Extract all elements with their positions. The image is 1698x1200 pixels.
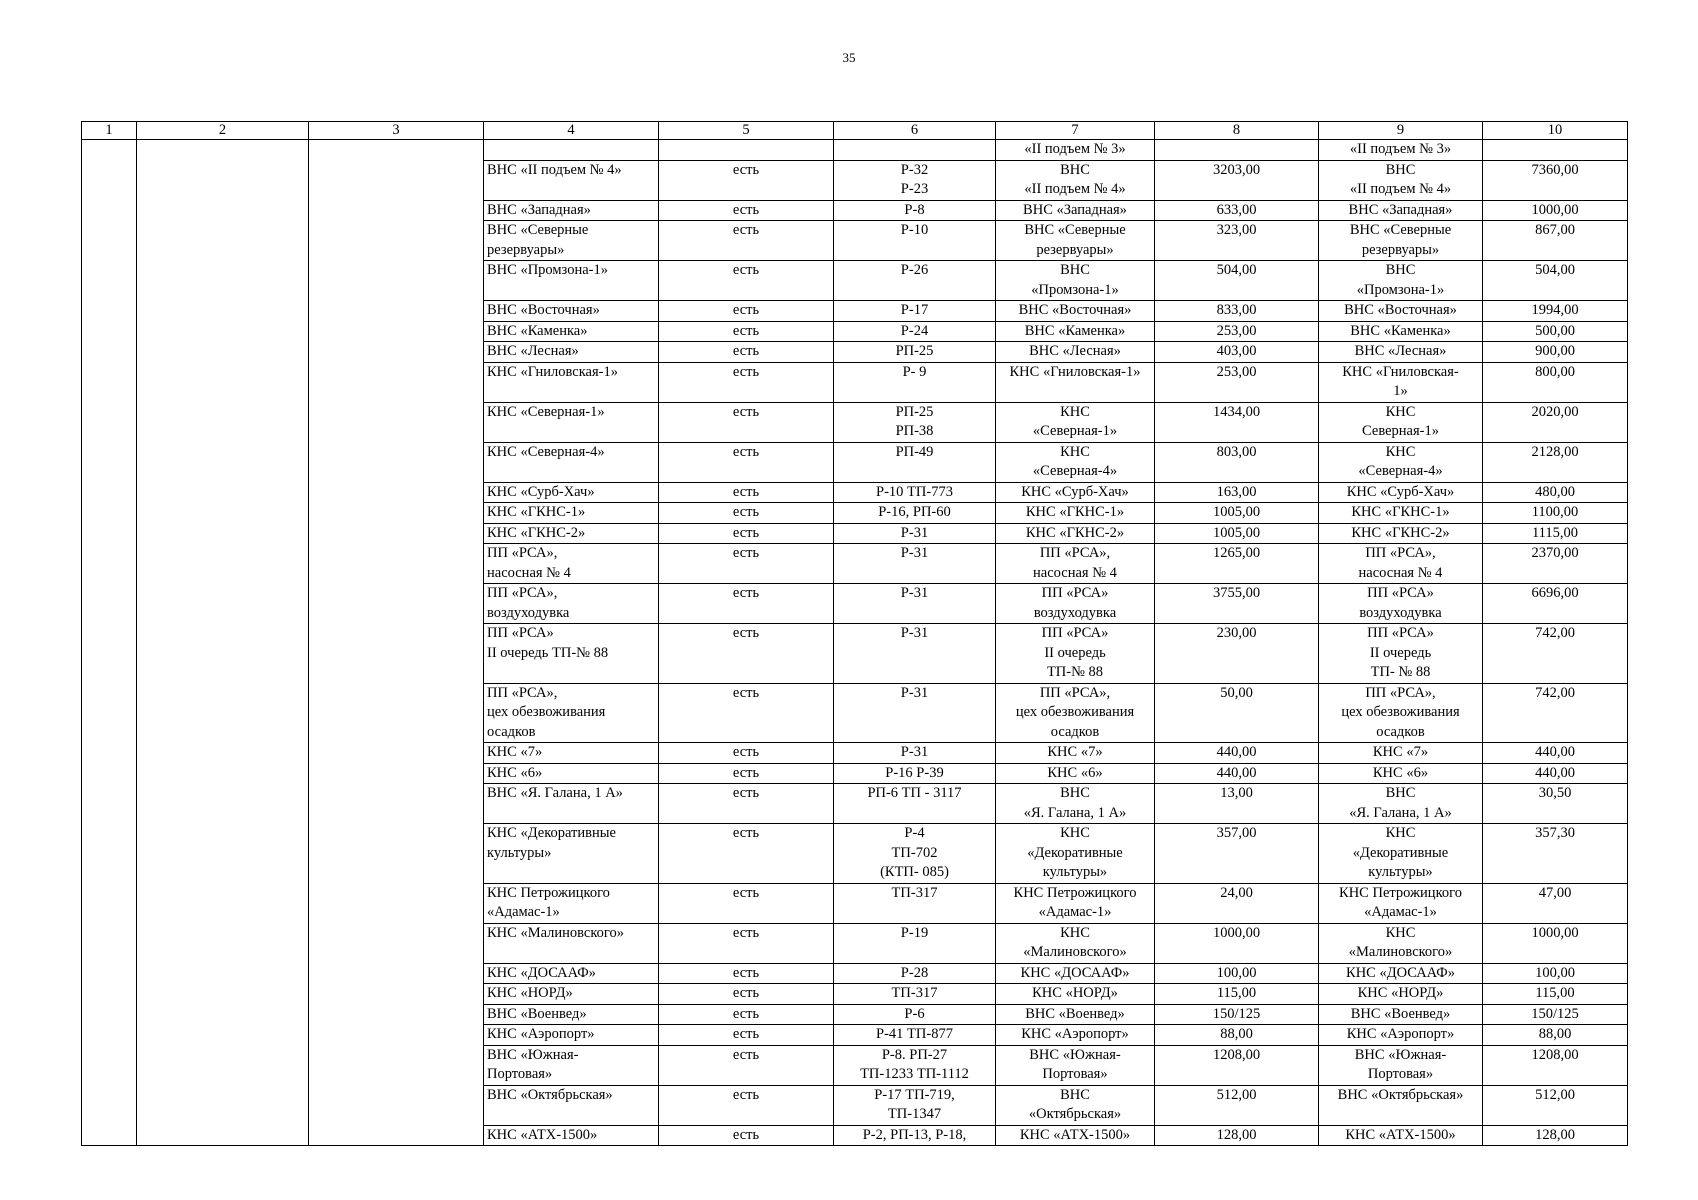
cell-col-6: ТП-317 xyxy=(834,883,996,923)
cell-col-4: КНС «АТХ-1500» xyxy=(484,1125,659,1146)
cell-col-7: ПП «РСА», насосная № 4 xyxy=(996,544,1155,584)
cell-col-10: 800,00 xyxy=(1483,362,1628,402)
cell-col-8: 1005,00 xyxy=(1155,523,1319,544)
cell-col-7: ПП «РСА» воздуходувка xyxy=(996,584,1155,624)
cell-col-10 xyxy=(1483,140,1628,161)
cell-col-10: 88,00 xyxy=(1483,1025,1628,1046)
cell-col-9: ВНС «Северные резервуары» xyxy=(1319,221,1483,261)
cell-col-9: ПП «РСА», насосная № 4 xyxy=(1319,544,1483,584)
cell-col-5: есть xyxy=(659,160,834,200)
cell-col-8: 3755,00 xyxy=(1155,584,1319,624)
cell-col-4: ВНС «Южная- Портовая» xyxy=(484,1045,659,1085)
cell-col-5: есть xyxy=(659,362,834,402)
cell-col-10: 150/125 xyxy=(1483,1004,1628,1025)
cell-col-10: 115,00 xyxy=(1483,984,1628,1005)
cell-col-9: КНС «Северная-4» xyxy=(1319,442,1483,482)
cell-col-10: 2020,00 xyxy=(1483,402,1628,442)
cell-col-6: Р-31 xyxy=(834,683,996,743)
cell-col-6: Р-10 ТП-773 xyxy=(834,482,996,503)
cell-col-8: 100,00 xyxy=(1155,963,1319,984)
cell-col-9: КНС «7» xyxy=(1319,743,1483,764)
cell-col-8: 633,00 xyxy=(1155,200,1319,221)
cell-col-6: Р-31 xyxy=(834,523,996,544)
cell-col-8: 1000,00 xyxy=(1155,923,1319,963)
cell-col-5: есть xyxy=(659,1125,834,1146)
cell-col-5: есть xyxy=(659,584,834,624)
cell-col-10: 1994,00 xyxy=(1483,301,1628,322)
cell-col-9: КНС «Сурб-Хач» xyxy=(1319,482,1483,503)
cell-col-4: КНС «НОРД» xyxy=(484,984,659,1005)
cell-col-10: 1100,00 xyxy=(1483,503,1628,524)
cell-col-10: 47,00 xyxy=(1483,883,1628,923)
cell-col-8: 1434,00 xyxy=(1155,402,1319,442)
header-cell-9: 9 xyxy=(1319,122,1483,140)
cell-col-5: есть xyxy=(659,342,834,363)
cell-col-10: 100,00 xyxy=(1483,963,1628,984)
cell-col-6: Р-2, РП-13, Р-18, xyxy=(834,1125,996,1146)
cell-col-6: Р-17 ТП-719, ТП-1347 xyxy=(834,1085,996,1125)
cell-col-10: 128,00 xyxy=(1483,1125,1628,1146)
cell-col-6: РП-25 РП-38 xyxy=(834,402,996,442)
cell-col-6: Р-32 Р-23 xyxy=(834,160,996,200)
cell-col-8: 403,00 xyxy=(1155,342,1319,363)
cell-col-4: КНС «Аэропорт» xyxy=(484,1025,659,1046)
cell-col-6: Р-24 xyxy=(834,321,996,342)
table-body xyxy=(82,122,1628,1146)
cell-col-7: ВНС «Восточная» xyxy=(996,301,1155,322)
header-cell-3: 3 xyxy=(309,122,484,140)
cell-col-4: КНС «7» xyxy=(484,743,659,764)
cell-col-7: КНС «Малиновского» xyxy=(996,923,1155,963)
cell-col-4: ВНС «Западная» xyxy=(484,200,659,221)
cell-col-7: КНС «Северная-1» xyxy=(996,402,1155,442)
cell-col-10: 6696,00 xyxy=(1483,584,1628,624)
cell-col-10: 742,00 xyxy=(1483,624,1628,684)
cell-col-6: Р-31 xyxy=(834,544,996,584)
cell-col-4: ПП «РСА», насосная № 4 xyxy=(484,544,659,584)
cell-col-9: КНС «Гниловская- 1» xyxy=(1319,362,1483,402)
cell-col-6: ТП-317 xyxy=(834,984,996,1005)
cell-col-7: ПП «РСА» II очередь ТП-№ 88 xyxy=(996,624,1155,684)
cell-col-7: КНС «ГКНС-1» xyxy=(996,503,1155,524)
cell-col-9: КНС «ГКНС-1» xyxy=(1319,503,1483,524)
cell-col-10: 500,00 xyxy=(1483,321,1628,342)
cell-col-6: Р-17 xyxy=(834,301,996,322)
cell-col-8: 115,00 xyxy=(1155,984,1319,1005)
cell-col-5 xyxy=(659,140,834,161)
cell-col-5: есть xyxy=(659,784,834,824)
cell-col-4: ПП «РСА» II очередь ТП-№ 88 xyxy=(484,624,659,684)
cell-col-7: ВНС «Лесная» xyxy=(996,342,1155,363)
cell-col-8: 833,00 xyxy=(1155,301,1319,322)
cell-col-4 xyxy=(484,140,659,161)
cell-col-7: ВНС «Южная- Портовая» xyxy=(996,1045,1155,1085)
cell-col-10: 357,30 xyxy=(1483,824,1628,884)
cell-col-9: ВНС «Западная» xyxy=(1319,200,1483,221)
cell-col-5: есть xyxy=(659,743,834,764)
cell-col-5: есть xyxy=(659,221,834,261)
cell-col-9: КНС «Аэропорт» xyxy=(1319,1025,1483,1046)
cell-col-7: ВНС «Октябрьская» xyxy=(996,1085,1155,1125)
cell-col-4: КНС «Гниловская-1» xyxy=(484,362,659,402)
cell-col-4: КНС «Сурб-Хач» xyxy=(484,482,659,503)
cell-col-6: РП-25 xyxy=(834,342,996,363)
cell-col-8: 150/125 xyxy=(1155,1004,1319,1025)
cell-col-9: КНС Северная-1» xyxy=(1319,402,1483,442)
cell-col-9: ВНС «Восточная» xyxy=(1319,301,1483,322)
cell-col-9: КНС «НОРД» xyxy=(1319,984,1483,1005)
cell-col-8: 504,00 xyxy=(1155,261,1319,301)
cell-col-9: ПП «РСА» II очередь ТП- № 88 xyxy=(1319,624,1483,684)
cell-col-5: есть xyxy=(659,824,834,884)
cell-col-9: ВНС «Военвед» xyxy=(1319,1004,1483,1025)
cell-col-9: КНС «6» xyxy=(1319,763,1483,784)
cell-col-9: ПП «РСА» воздуходувка xyxy=(1319,584,1483,624)
cell-col-4: КНС «ГКНС-2» xyxy=(484,523,659,544)
cell-col-7: ВНС «Военвед» xyxy=(996,1004,1155,1025)
cell-col-9: ПП «РСА», цех обезвоживания осадков xyxy=(1319,683,1483,743)
cell-col-8: 1208,00 xyxy=(1155,1045,1319,1085)
cell-col-7: КНС «Сурб-Хач» xyxy=(996,482,1155,503)
cell-col-4: ПП «РСА», цех обезвоживания осадков xyxy=(484,683,659,743)
cell-col-10: 742,00 xyxy=(1483,683,1628,743)
cell-col-6: Р-41 ТП-877 xyxy=(834,1025,996,1046)
cell-col-6: Р-8. РП-27 ТП-1233 ТП-1112 xyxy=(834,1045,996,1085)
cell-col-10: 2370,00 xyxy=(1483,544,1628,584)
cell-col-5: есть xyxy=(659,321,834,342)
cell-col-8: 440,00 xyxy=(1155,743,1319,764)
header-cell-2: 2 xyxy=(137,122,309,140)
cell-col-4: ВНС «II подъем № 4» xyxy=(484,160,659,200)
header-cell-7: 7 xyxy=(996,122,1155,140)
cell-col-6 xyxy=(834,140,996,161)
cell-col-8 xyxy=(1155,140,1319,161)
cell-col-7: КНС «ДОСААФ» xyxy=(996,963,1155,984)
cell-col-4: ВНС «Северные резервуары» xyxy=(484,221,659,261)
cell-col-9: КНС Петрожицкого «Адамас-1» xyxy=(1319,883,1483,923)
cell-col-9: ВНС «Октябрьская» xyxy=(1319,1085,1483,1125)
cell-col-5: есть xyxy=(659,544,834,584)
cell-col-6: Р-4 ТП-702 (КТП- 085) xyxy=(834,824,996,884)
col-1-merged-cell xyxy=(82,140,137,1146)
cell-col-5: есть xyxy=(659,923,834,963)
cell-col-8: 50,00 xyxy=(1155,683,1319,743)
cell-col-9: «II подъем № 3» xyxy=(1319,140,1483,161)
cell-col-10: 1000,00 xyxy=(1483,923,1628,963)
cell-col-9: КНС «ГКНС-2» xyxy=(1319,523,1483,544)
cell-col-6: Р-26 xyxy=(834,261,996,301)
cell-col-10: 480,00 xyxy=(1483,482,1628,503)
cell-col-6: Р-19 xyxy=(834,923,996,963)
cell-col-8: 13,00 xyxy=(1155,784,1319,824)
cell-col-6: Р-16, РП-60 xyxy=(834,503,996,524)
cell-col-9: ВНС «Лесная» xyxy=(1319,342,1483,363)
cell-col-10: 7360,00 xyxy=(1483,160,1628,200)
cell-col-4: ВНС «Военвед» xyxy=(484,1004,659,1025)
cell-col-7: ВНС «Каменка» xyxy=(996,321,1155,342)
cell-col-6: Р-31 xyxy=(834,624,996,684)
cell-col-6: Р-16 Р-39 xyxy=(834,763,996,784)
cell-col-7: ВНС «Я. Галана, 1 А» xyxy=(996,784,1155,824)
cell-col-8: 128,00 xyxy=(1155,1125,1319,1146)
cell-col-6: Р-28 xyxy=(834,963,996,984)
cell-col-6: РП-49 xyxy=(834,442,996,482)
data-table xyxy=(81,121,1628,1146)
cell-col-10: 1000,00 xyxy=(1483,200,1628,221)
header-cell-4: 4 xyxy=(484,122,659,140)
cell-col-5: есть xyxy=(659,963,834,984)
cell-col-4: КНС Петрожицкого «Адамас-1» xyxy=(484,883,659,923)
cell-col-6: Р-31 xyxy=(834,743,996,764)
cell-col-7: ВНС «II подъем № 4» xyxy=(996,160,1155,200)
col-2-merged-cell xyxy=(137,140,309,1146)
header-cell-5: 5 xyxy=(659,122,834,140)
header-cell-6: 6 xyxy=(834,122,996,140)
cell-col-9: КНС «Малиновского» xyxy=(1319,923,1483,963)
cell-col-5: есть xyxy=(659,200,834,221)
cell-col-7: ВНС «Западная» xyxy=(996,200,1155,221)
cell-col-8: 230,00 xyxy=(1155,624,1319,684)
cell-col-7: КНС «Аэропорт» xyxy=(996,1025,1155,1046)
cell-col-8: 1005,00 xyxy=(1155,503,1319,524)
cell-col-8: 3203,00 xyxy=(1155,160,1319,200)
cell-col-7: «II подъем № 3» xyxy=(996,140,1155,161)
cell-col-5: есть xyxy=(659,763,834,784)
cell-col-4: КНС «ГКНС-1» xyxy=(484,503,659,524)
cell-col-5: есть xyxy=(659,261,834,301)
cell-col-9: КНС «Декоративные культуры» xyxy=(1319,824,1483,884)
cell-col-4: ВНС «Я. Галана, 1 А» xyxy=(484,784,659,824)
cell-col-4: КНС «Северная-1» xyxy=(484,402,659,442)
cell-col-10: 440,00 xyxy=(1483,743,1628,764)
cell-col-10: 1115,00 xyxy=(1483,523,1628,544)
cell-col-4: ВНС «Восточная» xyxy=(484,301,659,322)
col-3-merged-cell xyxy=(309,140,484,1146)
cell-col-9: ВНС «Я. Галана, 1 А» xyxy=(1319,784,1483,824)
cell-col-5: есть xyxy=(659,1045,834,1085)
page-number: 35 xyxy=(842,50,856,65)
cell-col-6: Р-8 xyxy=(834,200,996,221)
cell-col-10: 512,00 xyxy=(1483,1085,1628,1125)
cell-col-5: есть xyxy=(659,1004,834,1025)
cell-col-4: ВНС «Промзона-1» xyxy=(484,261,659,301)
cell-col-7: КНС «7» xyxy=(996,743,1155,764)
cell-col-7: КНС «Северная-4» xyxy=(996,442,1155,482)
cell-col-10: 867,00 xyxy=(1483,221,1628,261)
cell-col-9: ВНС «Южная- Портовая» xyxy=(1319,1045,1483,1085)
cell-col-7: КНС «НОРД» xyxy=(996,984,1155,1005)
cell-col-4: ВНС «Каменка» xyxy=(484,321,659,342)
cell-col-7: ПП «РСА», цех обезвоживания осадков xyxy=(996,683,1155,743)
header-cell-10: 10 xyxy=(1483,122,1628,140)
cell-col-7: КНС «Гниловская-1» xyxy=(996,362,1155,402)
cell-col-10: 2128,00 xyxy=(1483,442,1628,482)
cell-col-4: КНС «Северная-4» xyxy=(484,442,659,482)
cell-col-5: есть xyxy=(659,984,834,1005)
cell-col-4: КНС «Малиновского» xyxy=(484,923,659,963)
cell-col-7: КНС Петрожицкого «Адамас-1» xyxy=(996,883,1155,923)
cell-col-9: КНС «ДОСААФ» xyxy=(1319,963,1483,984)
cell-col-5: есть xyxy=(659,883,834,923)
cell-col-8: 803,00 xyxy=(1155,442,1319,482)
cell-col-8: 253,00 xyxy=(1155,362,1319,402)
cell-col-10: 900,00 xyxy=(1483,342,1628,363)
cell-col-8: 357,00 xyxy=(1155,824,1319,884)
cell-col-8: 512,00 xyxy=(1155,1085,1319,1125)
cell-col-10: 504,00 xyxy=(1483,261,1628,301)
cell-col-5: есть xyxy=(659,1025,834,1046)
cell-col-5: есть xyxy=(659,683,834,743)
cell-col-5: есть xyxy=(659,624,834,684)
cell-col-4: ПП «РСА», воздуходувка xyxy=(484,584,659,624)
cell-col-8: 440,00 xyxy=(1155,763,1319,784)
cell-col-4: КНС «ДОСААФ» xyxy=(484,963,659,984)
cell-col-7: КНС «Декоративные культуры» xyxy=(996,824,1155,884)
cell-col-8: 253,00 xyxy=(1155,321,1319,342)
cell-col-8: 1265,00 xyxy=(1155,544,1319,584)
cell-col-4: ВНС «Лесная» xyxy=(484,342,659,363)
cell-col-5: есть xyxy=(659,503,834,524)
cell-col-10: 30,50 xyxy=(1483,784,1628,824)
cell-col-9: ВНС «II подъем № 4» xyxy=(1319,160,1483,200)
cell-col-9: ВНС «Каменка» xyxy=(1319,321,1483,342)
cell-col-10: 440,00 xyxy=(1483,763,1628,784)
cell-col-8: 163,00 xyxy=(1155,482,1319,503)
cell-col-7: ВНС «Промзона-1» xyxy=(996,261,1155,301)
cell-col-8: 323,00 xyxy=(1155,221,1319,261)
cell-col-9: КНС «АТХ-1500» xyxy=(1319,1125,1483,1146)
cell-col-8: 88,00 xyxy=(1155,1025,1319,1046)
cell-col-7: КНС «6» xyxy=(996,763,1155,784)
cell-col-5: есть xyxy=(659,1085,834,1125)
cell-col-6: Р-10 xyxy=(834,221,996,261)
cell-col-7: ВНС «Северные резервуары» xyxy=(996,221,1155,261)
cell-col-5: есть xyxy=(659,442,834,482)
cell-col-8: 24,00 xyxy=(1155,883,1319,923)
cell-col-6: Р- 9 xyxy=(834,362,996,402)
cell-col-5: есть xyxy=(659,301,834,322)
table-row xyxy=(82,140,1628,161)
cell-col-4: КНС «Декоративные культуры» xyxy=(484,824,659,884)
cell-col-7: КНС «АТХ-1500» xyxy=(996,1125,1155,1146)
cell-col-7: КНС «ГКНС-2» xyxy=(996,523,1155,544)
cell-col-5: есть xyxy=(659,523,834,544)
cell-col-4: ВНС «Октябрьская» xyxy=(484,1085,659,1125)
header-cell-1: 1 xyxy=(82,122,137,140)
cell-col-10: 1208,00 xyxy=(1483,1045,1628,1085)
cell-col-4: КНС «6» xyxy=(484,763,659,784)
cell-col-6: РП-6 ТП - 3117 xyxy=(834,784,996,824)
cell-col-9: ВНС «Промзона-1» xyxy=(1319,261,1483,301)
header-cell-8: 8 xyxy=(1155,122,1319,140)
cell-col-5: есть xyxy=(659,482,834,503)
header-row xyxy=(82,122,1628,140)
cell-col-5: есть xyxy=(659,402,834,442)
cell-col-6: Р-31 xyxy=(834,584,996,624)
cell-col-6: Р-6 xyxy=(834,1004,996,1025)
